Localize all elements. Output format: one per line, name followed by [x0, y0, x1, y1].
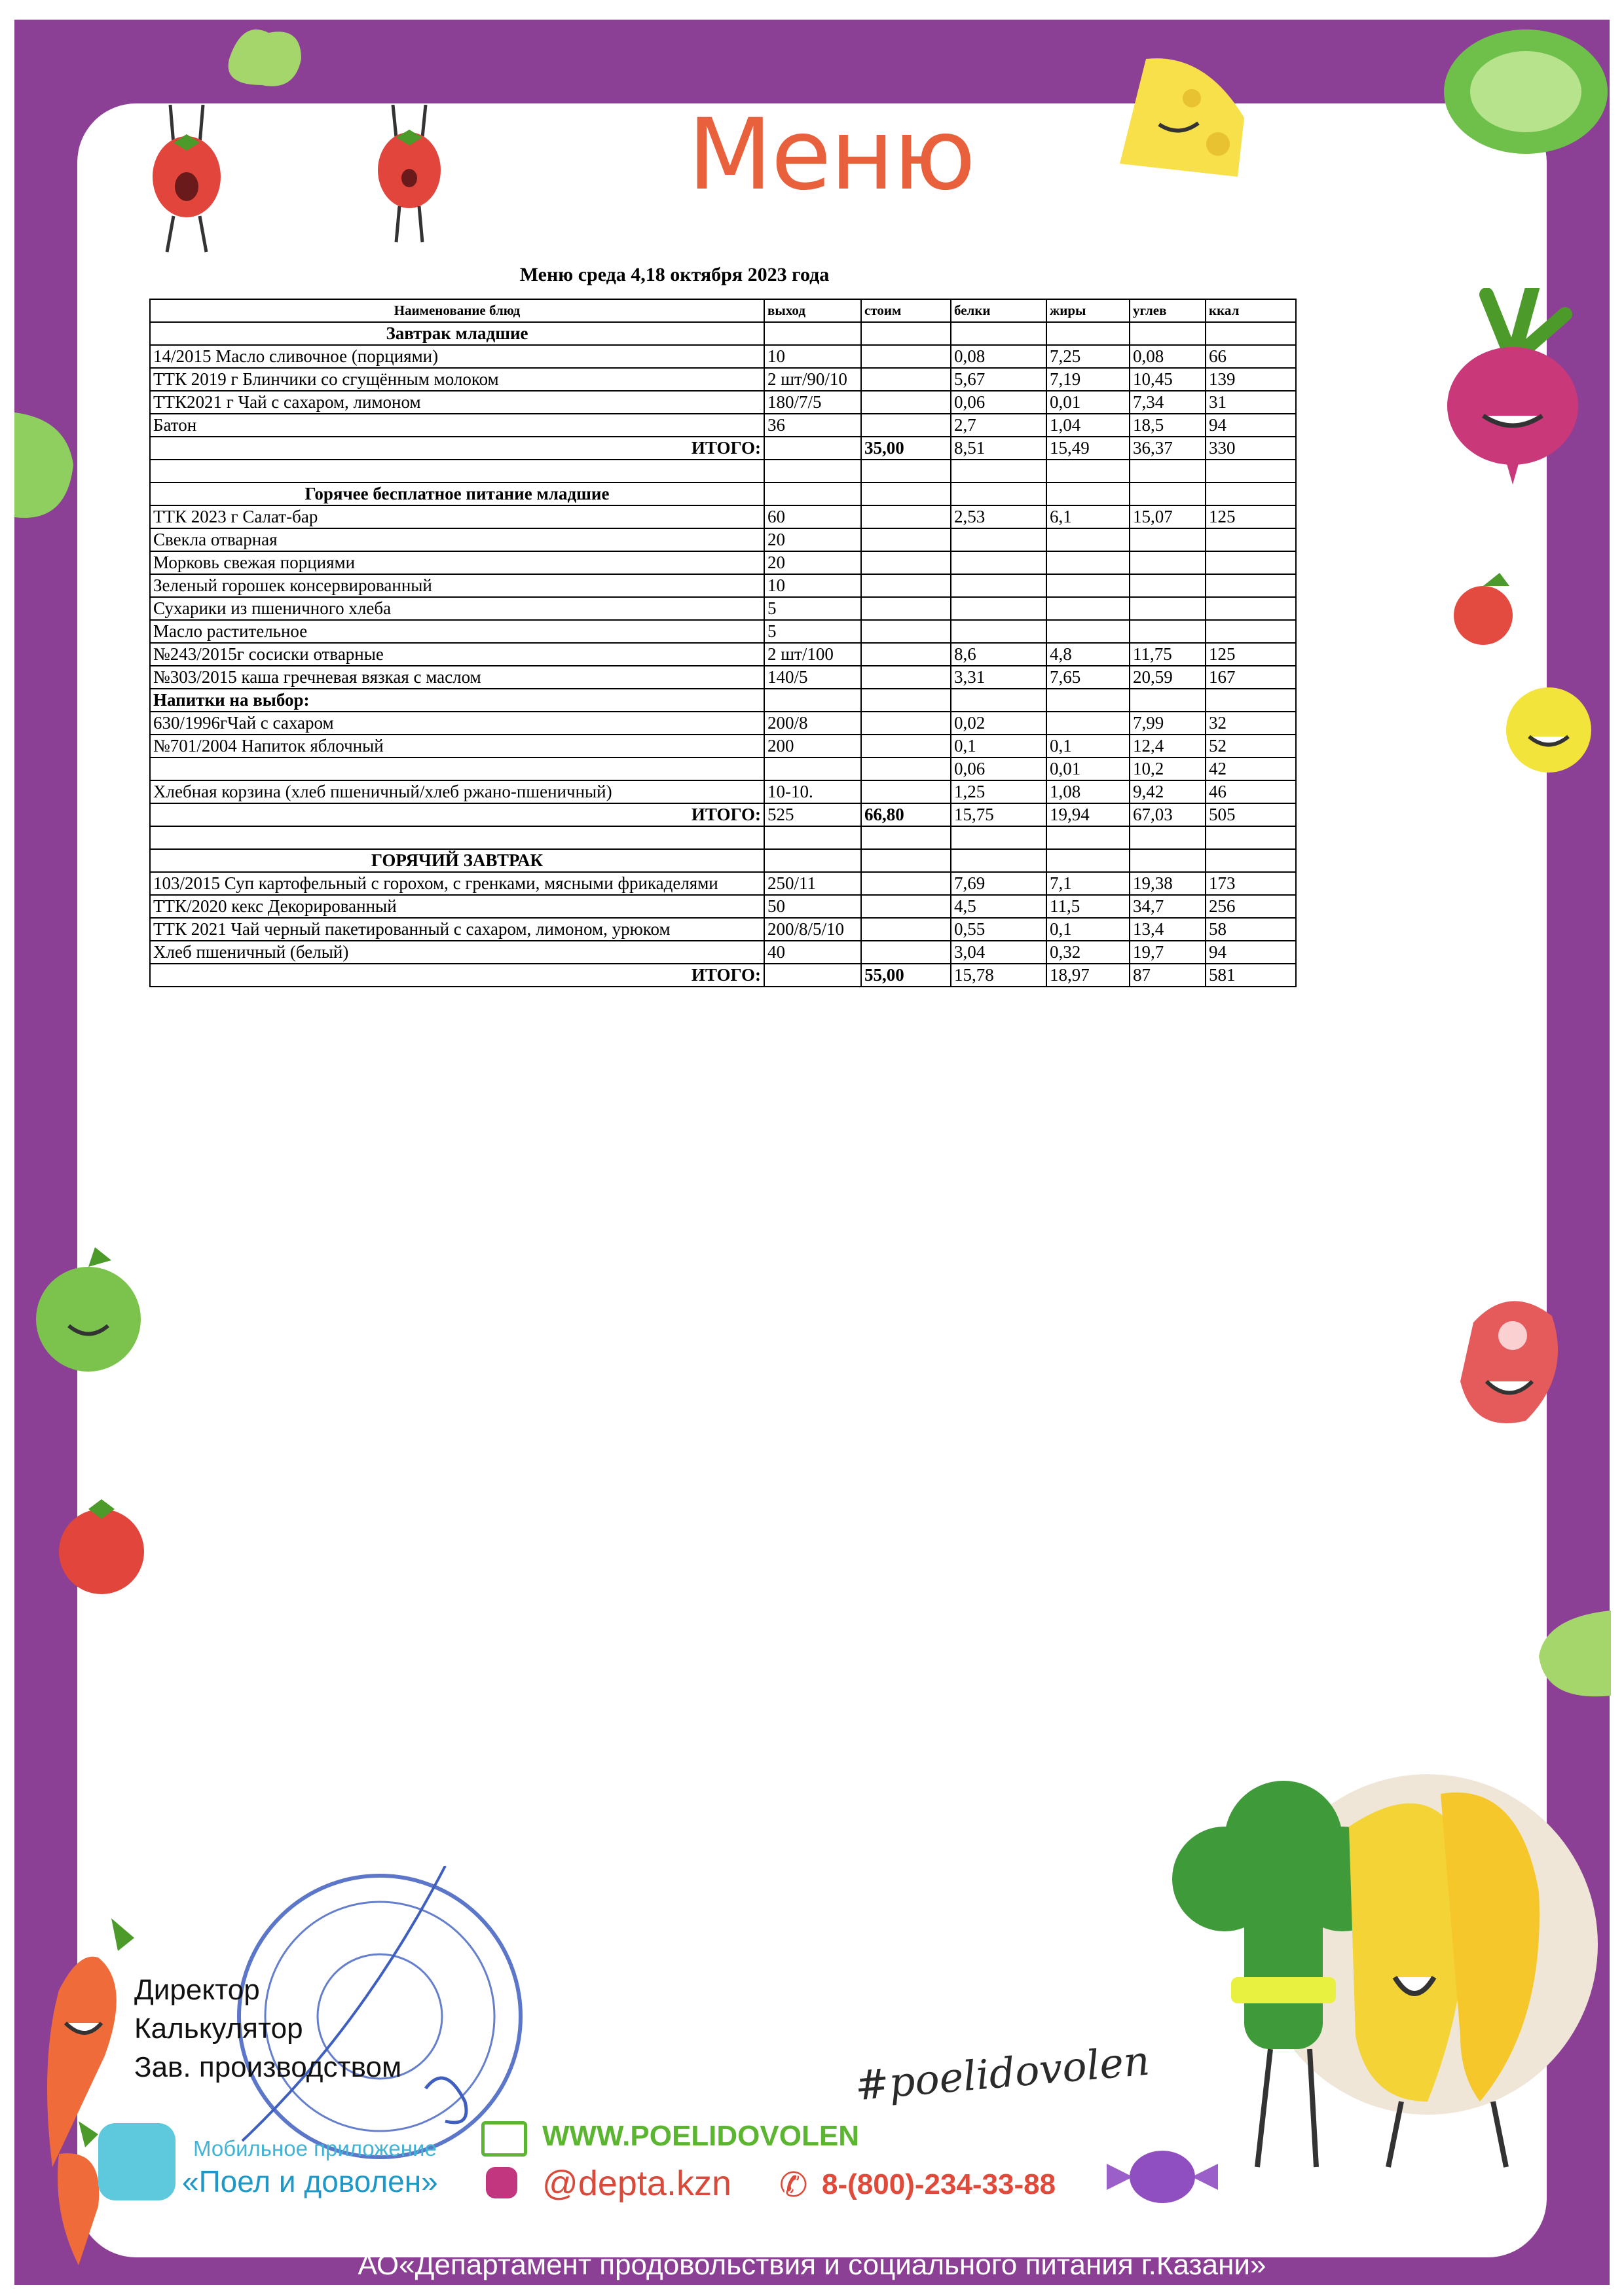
table-cell: 200/8/5/10: [764, 918, 861, 941]
table-cell: 66: [1206, 345, 1296, 368]
menu-table: [149, 299, 1297, 987]
table-row-section: [150, 483, 1296, 505]
broccoli-banana-characters-icon: [1153, 1761, 1604, 2180]
table-cell: 7,25: [1046, 345, 1130, 368]
app-name: «Поел и доволен»: [182, 2164, 438, 2198]
table-row-item: [150, 666, 1296, 689]
table-cell: Напитки на выбор:: [150, 689, 764, 712]
table-cell: [1130, 849, 1206, 872]
table-cell: [1206, 460, 1296, 483]
table-cell: [861, 712, 951, 735]
phone-icon: ✆: [779, 2166, 808, 2205]
table-cell: 7,69: [951, 872, 1046, 895]
table-row-item: [150, 505, 1296, 528]
table-cell: [1130, 689, 1206, 712]
table-cell: [951, 597, 1046, 620]
page-title: Меню: [688, 98, 975, 212]
table-row-blank: [150, 826, 1296, 849]
table-cell: Горячее бесплатное питание младшие: [150, 483, 764, 505]
table-cell: 10,45: [1130, 368, 1206, 391]
director-label: Директор: [134, 1974, 260, 2006]
organization-name: АО«Департамент продовольствия и социального питания г.Казани»: [358, 2249, 1266, 2281]
table-cell: 5: [764, 597, 861, 620]
table-cell: [861, 414, 951, 437]
table-cell: 125: [1206, 643, 1296, 666]
table-cell: [764, 964, 861, 987]
website-link[interactable]: WWW.POELIDOVOLEN: [542, 2120, 859, 2152]
table-cell: [1046, 849, 1130, 872]
table-cell: [861, 574, 951, 597]
column-header: выход: [764, 299, 861, 322]
table-cell: [861, 666, 951, 689]
table-cell: Сухарики из пшеничного хлеба: [150, 597, 764, 620]
table-row-total: [150, 437, 1296, 460]
table-row-section: [150, 322, 1296, 345]
table-cell: [1046, 689, 1130, 712]
table-cell: №303/2015 каша гречневая вязкая с маслом: [150, 666, 764, 689]
table-row-blank: [150, 460, 1296, 483]
lettuce-icon: [223, 20, 308, 92]
table-cell: 46: [1206, 780, 1296, 803]
table-cell: Масло растительное: [150, 620, 764, 643]
table-row-item: [150, 620, 1296, 643]
column-header: ккал: [1206, 299, 1296, 322]
table-cell: 20,59: [1130, 666, 1206, 689]
table-cell: [1130, 322, 1206, 345]
table-cell: 19,38: [1130, 872, 1206, 895]
table-cell: 8,51: [951, 437, 1046, 460]
table-cell: ТТК 2023 г Салат-бар: [150, 505, 764, 528]
table-cell: 11,5: [1046, 895, 1130, 918]
table-cell: 94: [1206, 414, 1296, 437]
table-cell: [1046, 322, 1130, 345]
table-cell: 40: [764, 941, 861, 964]
table-cell: [951, 483, 1046, 505]
column-header: Наименование блюд: [150, 299, 764, 322]
steak-character-icon: [1447, 1283, 1572, 1434]
table-cell: 173: [1206, 872, 1296, 895]
table-cell: 60: [764, 505, 861, 528]
table-cell: 15,49: [1046, 437, 1130, 460]
table-cell: [861, 505, 951, 528]
table-row-item: [150, 941, 1296, 964]
table-cell: 50: [764, 895, 861, 918]
table-cell: 32: [1206, 712, 1296, 735]
table-cell: 36,37: [1130, 437, 1206, 460]
table-cell: Хлебная корзина (хлеб пшеничный/хлеб ржано-пшеничный): [150, 780, 764, 803]
table-cell: 2 шт/90/10: [764, 368, 861, 391]
table-row-item: [150, 345, 1296, 368]
table-row-item: [150, 551, 1296, 574]
table-cell: [1046, 597, 1130, 620]
table-cell: [1046, 574, 1130, 597]
table-cell: 2,53: [951, 505, 1046, 528]
table-cell: 94: [1206, 941, 1296, 964]
table-cell: 0,06: [951, 757, 1046, 780]
table-cell: [764, 322, 861, 345]
table-cell: 9,42: [1130, 780, 1206, 803]
table-cell: Завтрак младшие: [150, 322, 764, 345]
table-cell: 36: [764, 414, 861, 437]
table-cell: [1046, 712, 1130, 735]
table-cell: [764, 757, 861, 780]
table-cell: 167: [1206, 666, 1296, 689]
table-cell: 0,01: [1046, 391, 1130, 414]
table-cell: 103/2015 Суп картофельный с горохом, с гренками, мясными фрикаделями: [150, 872, 764, 895]
table-row-total: [150, 964, 1296, 987]
table-cell: 180/7/5: [764, 391, 861, 414]
table-cell: 15,78: [951, 964, 1046, 987]
table-cell: 5,67: [951, 368, 1046, 391]
table-row-item: [150, 414, 1296, 437]
table-cell: 7,65: [1046, 666, 1130, 689]
table-cell: ТТК 2021 Чай черный пакетированный с сахаром, лимоном, урюком: [150, 918, 764, 941]
table-cell: 20: [764, 551, 861, 574]
table-cell: [764, 826, 861, 849]
table-cell: [1206, 528, 1296, 551]
table-cell: 2,7: [951, 414, 1046, 437]
signature-block: [134, 1971, 401, 2086]
table-cell: [861, 735, 951, 757]
table-row-total: [150, 803, 1296, 826]
table-cell: 0,06: [951, 391, 1046, 414]
table-cell: [1206, 483, 1296, 505]
table-cell: [1046, 551, 1130, 574]
table-row-item: [150, 643, 1296, 666]
table-cell: [861, 757, 951, 780]
table-cell: 14/2015 Масло сливочное (порциями): [150, 345, 764, 368]
table-row-item: [150, 391, 1296, 414]
table-cell: [1130, 620, 1206, 643]
hashtag: #poelidovolen: [853, 2036, 1152, 2110]
table-cell: №243/2015г сосиски отварные: [150, 643, 764, 666]
table-row-section: [150, 849, 1296, 872]
table-row-item: [150, 780, 1296, 803]
instagram-icon: [486, 2167, 517, 2198]
table-cell: 15,07: [1130, 505, 1206, 528]
app-caption: Мобильное приложение: [193, 2136, 437, 2160]
table-row-item: [150, 872, 1296, 895]
table-header-row: [150, 299, 1296, 322]
table-cell: 7,1: [1046, 872, 1130, 895]
table-cell: [951, 322, 1046, 345]
table-row-item: [150, 597, 1296, 620]
table-cell: [951, 689, 1046, 712]
table-cell: 10,2: [1130, 757, 1206, 780]
table-cell: 10: [764, 345, 861, 368]
table-cell: 1,08: [1046, 780, 1130, 803]
table-cell: [861, 941, 951, 964]
table-cell: [861, 643, 951, 666]
apple-character-icon: [16, 1244, 147, 1375]
table-cell: 87: [1130, 964, 1206, 987]
table-cell: [861, 689, 951, 712]
table-cell: 6,1: [1046, 505, 1130, 528]
table-row-item: [150, 895, 1296, 918]
table-cell: 0,08: [951, 345, 1046, 368]
table-cell: 19,94: [1046, 803, 1130, 826]
table-cell: [1130, 826, 1206, 849]
table-cell: 250/11: [764, 872, 861, 895]
table-cell: 31: [1206, 391, 1296, 414]
table-cell: [1130, 483, 1206, 505]
table-cell: [861, 483, 951, 505]
menu-heading: Меню среда 4,18 октября 2023 года: [519, 264, 830, 285]
table-cell: [951, 574, 1046, 597]
table-cell: №701/2004 Напиток яблочный: [150, 735, 764, 757]
table-cell: 3,04: [951, 941, 1046, 964]
table-cell: 58: [1206, 918, 1296, 941]
table-cell: ИТОГО:: [150, 803, 764, 826]
table-cell: 12,4: [1130, 735, 1206, 757]
table-cell: 15,75: [951, 803, 1046, 826]
table-cell: Батон: [150, 414, 764, 437]
monitor-icon: [481, 2121, 527, 2157]
table-cell: [1046, 826, 1130, 849]
table-cell: 0,32: [1046, 941, 1130, 964]
table-cell: [764, 689, 861, 712]
table-cell: 0,01: [1046, 757, 1130, 780]
table-cell: 200/8: [764, 712, 861, 735]
table-row-subsection: [150, 689, 1296, 712]
table-cell: [1130, 460, 1206, 483]
table-cell: [861, 460, 951, 483]
table-cell: Зеленый горошек консервированный: [150, 574, 764, 597]
table-cell: [1130, 528, 1206, 551]
beet-character-icon: [1434, 288, 1591, 484]
table-cell: 0,55: [951, 918, 1046, 941]
table-cell: [1130, 597, 1206, 620]
table-cell: ТТК 2019 г Блинчики со сгущённым молоком: [150, 368, 764, 391]
table-cell: [951, 826, 1046, 849]
table-row-item: [150, 735, 1296, 757]
table-cell: 18,97: [1046, 964, 1130, 987]
table-cell: 42: [1206, 757, 1296, 780]
table-cell: [861, 322, 951, 345]
table-cell: 0,08: [1130, 345, 1206, 368]
table-cell: [1206, 322, 1296, 345]
table-cell: [1206, 597, 1296, 620]
table-cell: [150, 826, 764, 849]
table-row-item: [150, 757, 1296, 780]
table-cell: ИТОГО:: [150, 964, 764, 987]
table-cell: [1206, 551, 1296, 574]
tomato-character-icon: [373, 105, 445, 249]
table-cell: ТТК2021 г Чай с сахаром, лимоном: [150, 391, 764, 414]
column-header: белки: [951, 299, 1046, 322]
table-cell: 505: [1206, 803, 1296, 826]
table-cell: [1206, 620, 1296, 643]
table-cell: 4,8: [1046, 643, 1130, 666]
table-cell: 0,02: [951, 712, 1046, 735]
table-cell: 11,75: [1130, 643, 1206, 666]
table-cell: 5: [764, 620, 861, 643]
lettuce-icon: [1532, 1604, 1611, 1702]
table-row-item: [150, 918, 1296, 941]
table-cell: 10: [764, 574, 861, 597]
instagram-handle[interactable]: @depta.kzn: [542, 2164, 731, 2203]
phone-number[interactable]: 8-(800)-234-33-88: [822, 2168, 1056, 2200]
tomato-character-icon: [147, 105, 226, 262]
table-cell: [764, 483, 861, 505]
table-cell: 19,7: [1130, 941, 1206, 964]
lettuce-icon: [14, 399, 80, 530]
table-cell: [1206, 574, 1296, 597]
table-cell: 0,1: [1046, 735, 1130, 757]
table-cell: [861, 895, 951, 918]
table-cell: 34,7: [1130, 895, 1206, 918]
table-cell: 52: [1206, 735, 1296, 757]
table-cell: ИТОГО:: [150, 437, 764, 460]
table-cell: [861, 597, 951, 620]
table-cell: 55,00: [861, 964, 951, 987]
column-header: стоим: [861, 299, 951, 322]
table-row-item: [150, 528, 1296, 551]
table-cell: 125: [1206, 505, 1296, 528]
table-cell: [861, 368, 951, 391]
table-cell: [1046, 460, 1130, 483]
table-cell: 1,25: [951, 780, 1046, 803]
table-cell: [1046, 483, 1130, 505]
table-cell: 139: [1206, 368, 1296, 391]
table-cell: 256: [1206, 895, 1296, 918]
app-icon: [98, 2123, 175, 2200]
table-cell: 630/1996гЧай с сахаром: [150, 712, 764, 735]
table-cell: 525: [764, 803, 861, 826]
table-row-item: [150, 368, 1296, 391]
table-cell: [1206, 826, 1296, 849]
table-row-item: [150, 574, 1296, 597]
table-cell: [951, 551, 1046, 574]
table-cell: [861, 551, 951, 574]
table-cell: 200: [764, 735, 861, 757]
table-cell: [764, 849, 861, 872]
table-cell: [861, 826, 951, 849]
candy-character-icon: [1107, 2138, 1218, 2216]
table-cell: Морковь свежая порциями: [150, 551, 764, 574]
table-cell: [951, 528, 1046, 551]
column-header: углев: [1130, 299, 1206, 322]
table-cell: [861, 849, 951, 872]
cucumber-slice-icon: [1441, 26, 1611, 157]
table-cell: [1206, 849, 1296, 872]
table-cell: 581: [1206, 964, 1296, 987]
table-cell: ТТК/2020 кекс Декорированный: [150, 895, 764, 918]
table-cell: [861, 345, 951, 368]
table-cell: 3,31: [951, 666, 1046, 689]
table-cell: [1046, 528, 1130, 551]
table-cell: [861, 872, 951, 895]
table-cell: [861, 391, 951, 414]
production-head-label: Зав. производством: [134, 2051, 402, 2083]
table-cell: [764, 437, 861, 460]
table-cell: 1,04: [1046, 414, 1130, 437]
table-cell: 7,19: [1046, 368, 1130, 391]
table-cell: 0,1: [1046, 918, 1130, 941]
table-cell: Хлеб пшеничный (белый): [150, 941, 764, 964]
table-cell: [764, 460, 861, 483]
table-cell: 4,5: [951, 895, 1046, 918]
table-cell: [861, 780, 951, 803]
cheese-character-icon: [1107, 46, 1257, 196]
table-cell: [150, 757, 764, 780]
table-cell: [861, 620, 951, 643]
table-cell: [951, 460, 1046, 483]
table-row-item: [150, 712, 1296, 735]
table-cell: 0,1: [951, 735, 1046, 757]
table-cell: 66,80: [861, 803, 951, 826]
table-cell: 330: [1206, 437, 1296, 460]
table-cell: 10-10.: [764, 780, 861, 803]
table-cell: [861, 918, 951, 941]
table-cell: [1206, 689, 1296, 712]
table-cell: 18,5: [1130, 414, 1206, 437]
table-cell: 7,99: [1130, 712, 1206, 735]
table-cell: [951, 620, 1046, 643]
table-cell: ГОРЯЧИЙ ЗАВТРАК: [150, 849, 764, 872]
table-cell: 8,6: [951, 643, 1046, 666]
table-cell: 35,00: [861, 437, 951, 460]
column-header: жиры: [1046, 299, 1130, 322]
table-cell: 13,4: [1130, 918, 1206, 941]
table-cell: 140/5: [764, 666, 861, 689]
table-cell: [951, 849, 1046, 872]
lemon-character-icon: [1500, 681, 1598, 779]
table-cell: 20: [764, 528, 861, 551]
tomato-character-icon: [52, 1493, 151, 1597]
table-cell: [861, 528, 951, 551]
table-cell: [1130, 574, 1206, 597]
table-cell: 2 шт/100: [764, 643, 861, 666]
table-cell: 67,03: [1130, 803, 1206, 826]
table-cell: [150, 460, 764, 483]
calculator-label: Калькулятор: [134, 2013, 303, 2045]
radish-character-icon: [1447, 570, 1526, 648]
table-cell: Свекла отварная: [150, 528, 764, 551]
table-cell: 7,34: [1130, 391, 1206, 414]
table-cell: [1046, 620, 1130, 643]
table-cell: [1130, 551, 1206, 574]
